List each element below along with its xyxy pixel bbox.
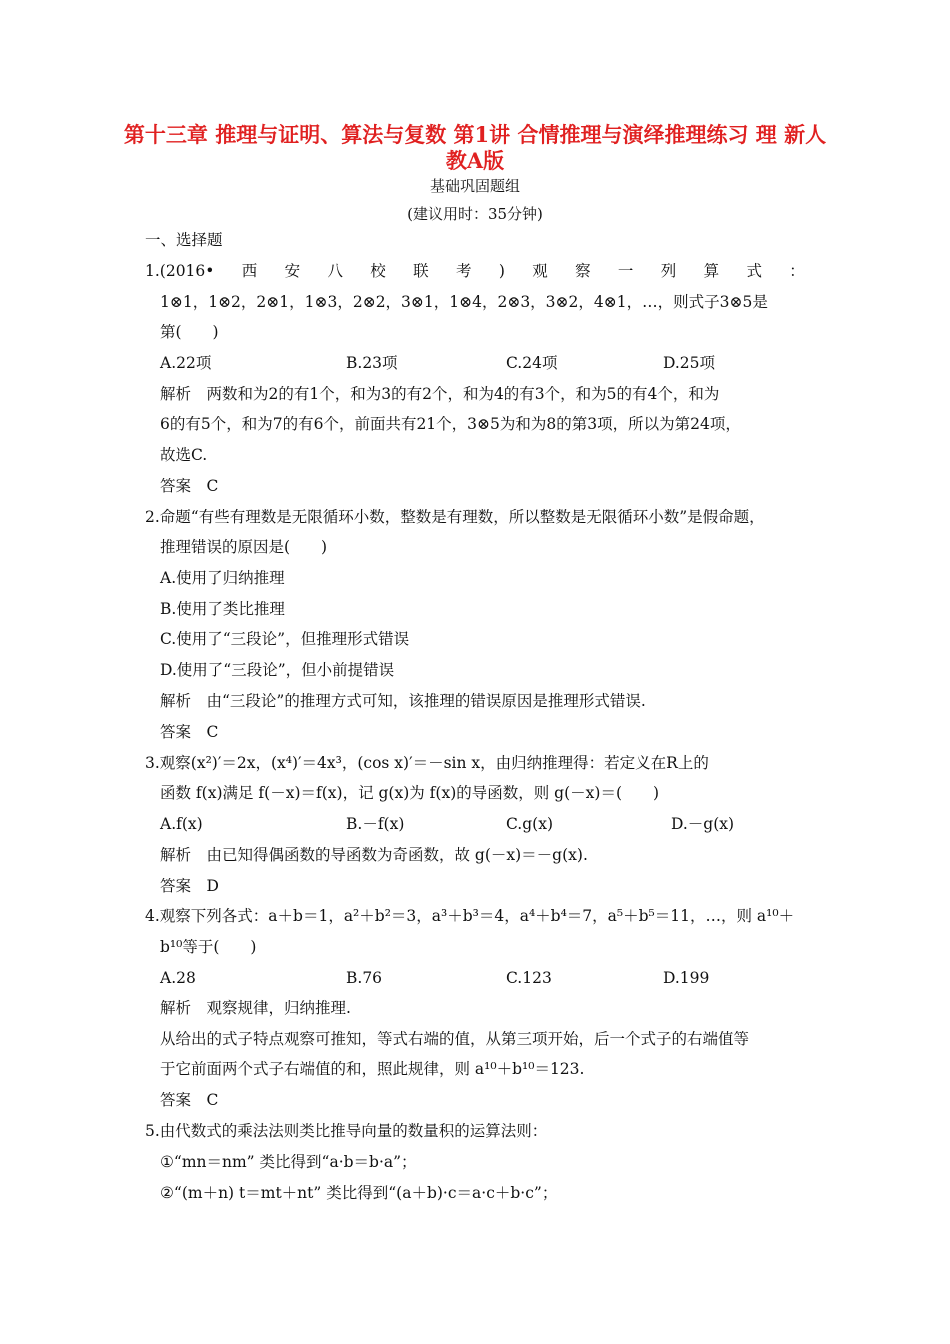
q5-stem-line1: 5.由代数式的乘法法则类比推导向量的数量积的运算法则： [145, 1122, 548, 1140]
q1-token: 算 [703, 262, 720, 280]
q3-option-a: A.f(x) [160, 815, 203, 833]
q4-option-c: C.123 [506, 969, 552, 987]
q1-option-a: A.22项 [160, 354, 212, 372]
q5-item1: ①“mn＝nm” 类比得到“a·b＝b·a”； [160, 1153, 417, 1171]
q2-stem-line2: 推理错误的原因是( ) [160, 538, 328, 556]
q1-token: 考 [455, 262, 472, 280]
q4-answer: 答案 C [160, 1091, 219, 1109]
q1-token: 列 [660, 262, 677, 280]
q1-answer: 答案 C [160, 477, 219, 495]
q1-token: 观 [532, 262, 548, 280]
q2-analysis: 解析 由“三段论”的推理方式可知，该推理的错误原因是推理形式错误. [160, 692, 646, 710]
q2-option-a: A.使用了归纳推理 [160, 569, 285, 587]
q1-token: 式 [746, 262, 762, 280]
q1-token: 西 [241, 262, 258, 280]
q3-answer: 答案 D [160, 877, 219, 895]
q2-stem-line1: 2.命题“有些有理数是无限循环小数，整数是有理数，所以整数是无限循环小数”是假命题， [145, 508, 765, 526]
q1-token: 安 [284, 262, 301, 280]
q1-option-b: B.23项 [346, 354, 398, 372]
q4-explain-line2: 于它前面两个式子右端值的和，照此规律，则 a¹⁰＋b¹⁰＝123. [160, 1060, 585, 1078]
q4-analysis: 解析 观察规律，归纳推理. [160, 999, 351, 1017]
q2-answer: 答案 C [160, 723, 219, 741]
q3-stem-line1: 3.观察(x²)′＝2x，(x⁴)′＝4x³，(cos x)′＝－sin x，由归纳推理得：若定义在R上的 [145, 754, 709, 772]
q1-analysis-line1: 解析 两数和为2的有1个，和为3的有2个，和为4的有3个，和为5的有4个，和为 [160, 385, 720, 403]
q3-analysis: 解析 由已知得偶函数的导函数为奇函数，故 g(－x)＝－g(x). [160, 846, 588, 864]
q1-token: 察 [575, 262, 591, 280]
q1-token: 校 [370, 262, 386, 280]
q1-token: 一 [617, 262, 634, 280]
q4-stem-line1: 4.观察下列各式：a＋b＝1，a²＋b²＝3，a³＋b³＝4，a⁴＋b⁴＝7，a⁵＋b⁵＝11，…，则 a¹⁰＋ [145, 907, 795, 925]
q2-option-b: B.使用了类比推理 [160, 600, 285, 618]
q1-token: 八 [327, 262, 343, 280]
q4-stem-line2: b¹⁰等于( ) [160, 938, 257, 956]
section-heading: 一、选择题 [145, 231, 223, 249]
q1-stem-line2: 1⊗1，1⊗2，2⊗1，1⊗3，2⊗2，3⊗1，1⊗4，2⊗3，3⊗2，4⊗1，…，则式子3⊗5是 [160, 293, 768, 311]
q3-stem-line2: 函数 f(x)满足 f(－x)＝f(x)，记 g(x)为 f(x)的导函数，则 g(－x)＝( ) [160, 784, 660, 802]
q2-option-d: D.使用了“三段论”，但小前提错误 [160, 661, 395, 679]
q1-stem-line1 [145, 261, 805, 281]
q4-option-d: D.199 [663, 969, 710, 987]
q3-option-d: D.－g(x) [671, 815, 735, 833]
q3-option-c: C.g(x) [506, 815, 553, 833]
q2-option-c: C.使用了“三段论”，但推理形式错误 [160, 630, 410, 648]
q4-explain-line1: 从给出的式子特点观察可推知，等式右端的值，从第三项开始，后一个式子的右端值等 [160, 1030, 750, 1048]
q1-token: ) [498, 262, 505, 280]
suggested-time: (建议用时：35分钟) [407, 205, 543, 223]
q4-option-b: B.76 [346, 969, 383, 987]
chapter-title: 第十三章 推理与证明、算法与复数 第1讲 合情推理与演绎推理练习 理 新人教A版 [123, 122, 827, 173]
q5-item2: ②“(m＋n) t＝mt＋nt” 类比得到“(a＋b)·c＝a·c＋b·c”； [160, 1184, 558, 1202]
q1-option-d: D.25项 [663, 354, 716, 372]
q1-token: 联 [413, 262, 429, 280]
q1-stem-line3: 第( ) [160, 323, 219, 341]
q1-analysis-line2: 6的有5个，和为7的有6个，前面共有21个，3⊗5为和为8的第3项，所以为第24项， [160, 415, 741, 433]
group-heading: 基础巩固题组 [429, 177, 520, 195]
q4-option-a: A.28 [160, 969, 196, 987]
q1-token: ： [789, 262, 805, 280]
q3-option-b: B.－f(x) [346, 815, 405, 833]
q1-token: 1.(2016• [145, 262, 215, 280]
q1-option-c: C.24项 [506, 354, 558, 372]
q1-analysis-line3: 故选C. [160, 446, 208, 464]
